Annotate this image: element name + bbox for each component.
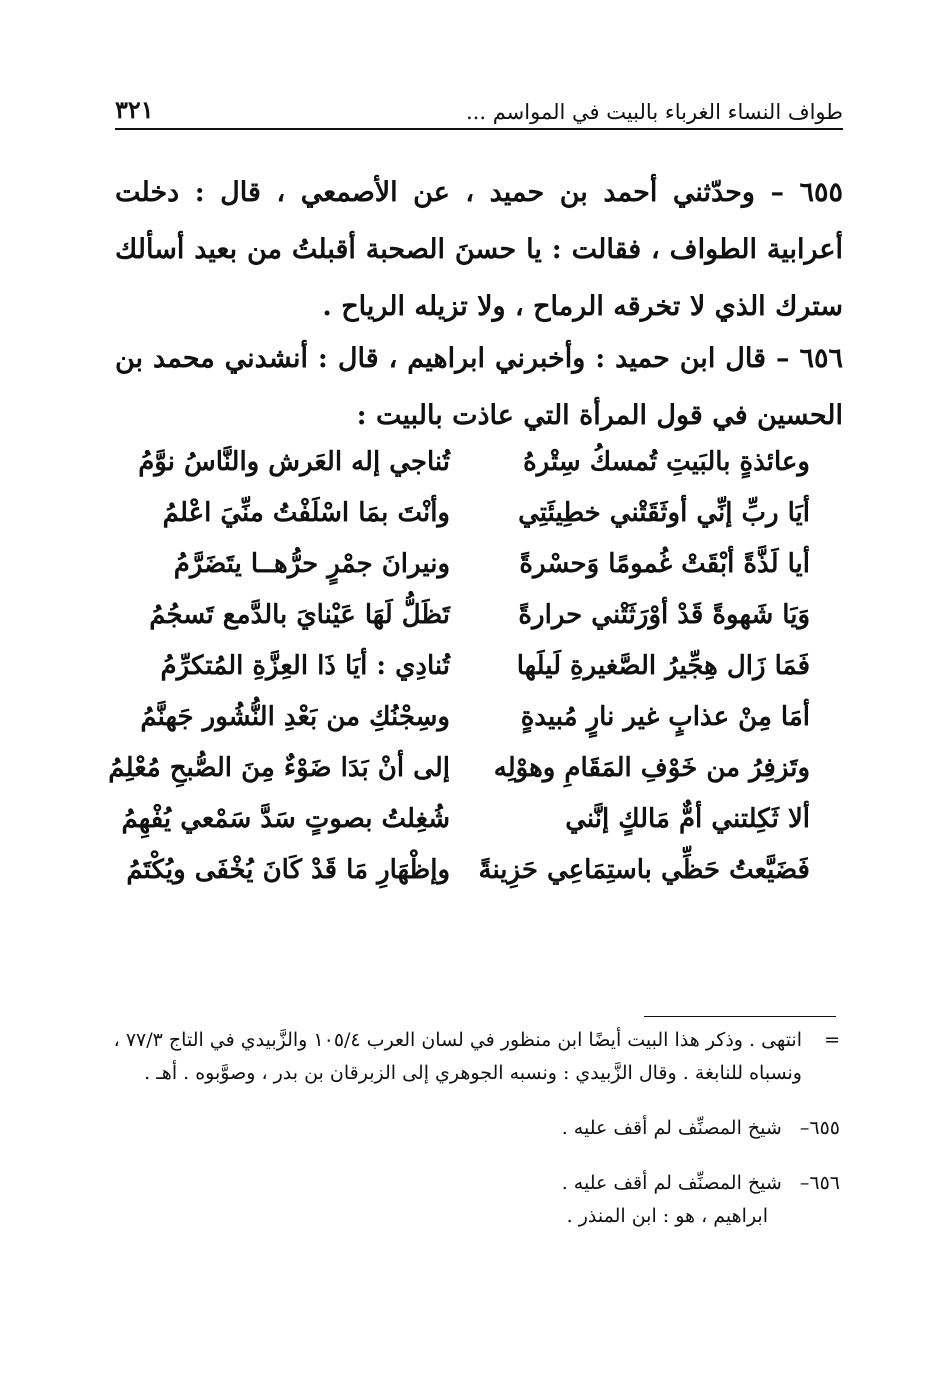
verse-first-hemistich: أيَا ربِّ إنِّي أوثَقَتْني خطِيئَتِي [518, 497, 810, 528]
footnote-text: شيخ المصنِّف لم أقف عليه . [561, 1117, 782, 1139]
poem-verse [126, 844, 810, 895]
footnote-656 [110, 1167, 840, 1233]
verse-first-hemistich: وتَزفِرُ من خَوْفِ المَقَامِ وهوْلِه [493, 752, 810, 783]
verse-first-hemistich: وَيَا شَهوةً قَدْ أوْرَثَتْني حرارةً [518, 599, 810, 630]
verse-first-hemistich: فَضَيَّعتُ حَظِّي باستِمَاعِي حَزِينةً [478, 854, 810, 885]
poem-verse [121, 793, 810, 844]
verse-second-hemistich: ونيرانَ جمْرٍ حرُّهــا يتَضَرَّمُ [173, 548, 450, 579]
page-header [115, 92, 843, 130]
verse-second-hemistich: تُنادِي : أيَا ذَا العِزَّةِ المُتكرِّمُ [160, 650, 450, 681]
poem-verse [140, 691, 810, 742]
footnote-number: ٦٥٥– [799, 1117, 840, 1139]
poem-verse [150, 640, 810, 691]
continuation-mark: = [824, 1029, 840, 1051]
paragraph-number: ٦٥٦ – [776, 343, 843, 374]
footnotes [110, 1024, 840, 1233]
footnote-text: انتهى . وذكر هذا البيت أيضًا ابن منظور في لسان العرب ١٠٥/٤ والزَّبيدي في التاج ٧٧/٣ ، ونسباه للنابغة . وقال الزَّبيدي : ونسبه الجوهري إلى الزبرقان بن بدر ، وصوَّبوه . أهـ . [113, 1029, 802, 1084]
verse-second-hemistich: وسِجْنُكِ من بَعْدِ النُّشُور جَهنَّمُ [140, 701, 450, 732]
footnote-655 [110, 1112, 840, 1145]
poem [108, 436, 810, 895]
poem-verse [108, 742, 810, 793]
verse-second-hemistich: وإظْهَارِ مَا قَدْ كَانَ يُخْفَى ويُكْتَمُ [126, 854, 450, 885]
poem-verse [138, 436, 810, 487]
poem-verse [150, 487, 810, 538]
verse-first-hemistich: ألا ثَكِلتني أمٌّ مَالكٍ إنَّني [565, 803, 810, 834]
paragraph-text: قال ابن حميد : وأخبرني ابراهيم ، قال : أنشدني محمد بن الحسين في قول المرأة التي عاذت بالبيت : [115, 343, 843, 431]
poem-verse [150, 538, 810, 589]
verse-first-hemistich: فَمَا زَال هِجِّيرُ الصَّغيرةِ لَيلَها [516, 650, 810, 681]
footnote-text: شيخ المصنِّف لم أقف عليه . [561, 1172, 782, 1194]
verse-second-hemistich: تَظَلُّ لَهَا عَيْنايَ بالدَّمع تَسجُمُ [149, 599, 450, 630]
verse-second-hemistich: وأنْتَ بمَا اسْلَفْتُ منِّيَ اعْلمُ [162, 497, 450, 528]
poem-verse [150, 589, 810, 640]
verse-first-hemistich: وعائذةٍ بالبَيتِ تُمسكُ سِتْرهُ [523, 446, 810, 477]
paragraph-655 [115, 164, 843, 335]
footnote-subnote: ابراهيم ، هو : ابن المنذر . [566, 1205, 768, 1227]
verse-second-hemistich: شُغِلتُ بصوتٍ سَدَّ سَمْعي يُفْهِمُ [121, 803, 450, 834]
paragraph-656 [115, 330, 843, 444]
page-number: ٣٢١ [115, 95, 154, 124]
footnote-number: ٦٥٦– [799, 1172, 840, 1194]
paragraph-number: ٦٥٥ – [770, 177, 843, 208]
verse-second-hemistich: تُناجي إله العَرش والنَّاسُ نوَّمُ [138, 446, 450, 477]
running-title: طواف النساء الغرباء بالبيت في المواسم ... [466, 100, 843, 124]
verse-first-hemistich: أيا لَذَّةً أبْقَتْ غُمومًا وَحسْرةً [519, 548, 810, 579]
footnote-continuation [110, 1024, 840, 1090]
verse-second-hemistich: إلى أنْ بَدَا ضَوْءٌ مِنَ الصُّبحِ مُعْلِمُ [108, 752, 450, 783]
footnote-divider [644, 1016, 836, 1017]
verse-first-hemistich: أمَا مِنْ عذابٍ غير نارٍ مُبيدةٍ [520, 701, 810, 732]
paragraph-text: وحدّثني أحمد بن حميد ، عن الأصمعي ، قال : دخلت أعرابية الطواف ، فقالت : يا حسنَ الصحبة أقبلتُ من بعيد أسألك سترك الذي لا تخرقه الرماح ، ولا تزيله الرياح . [115, 177, 843, 322]
